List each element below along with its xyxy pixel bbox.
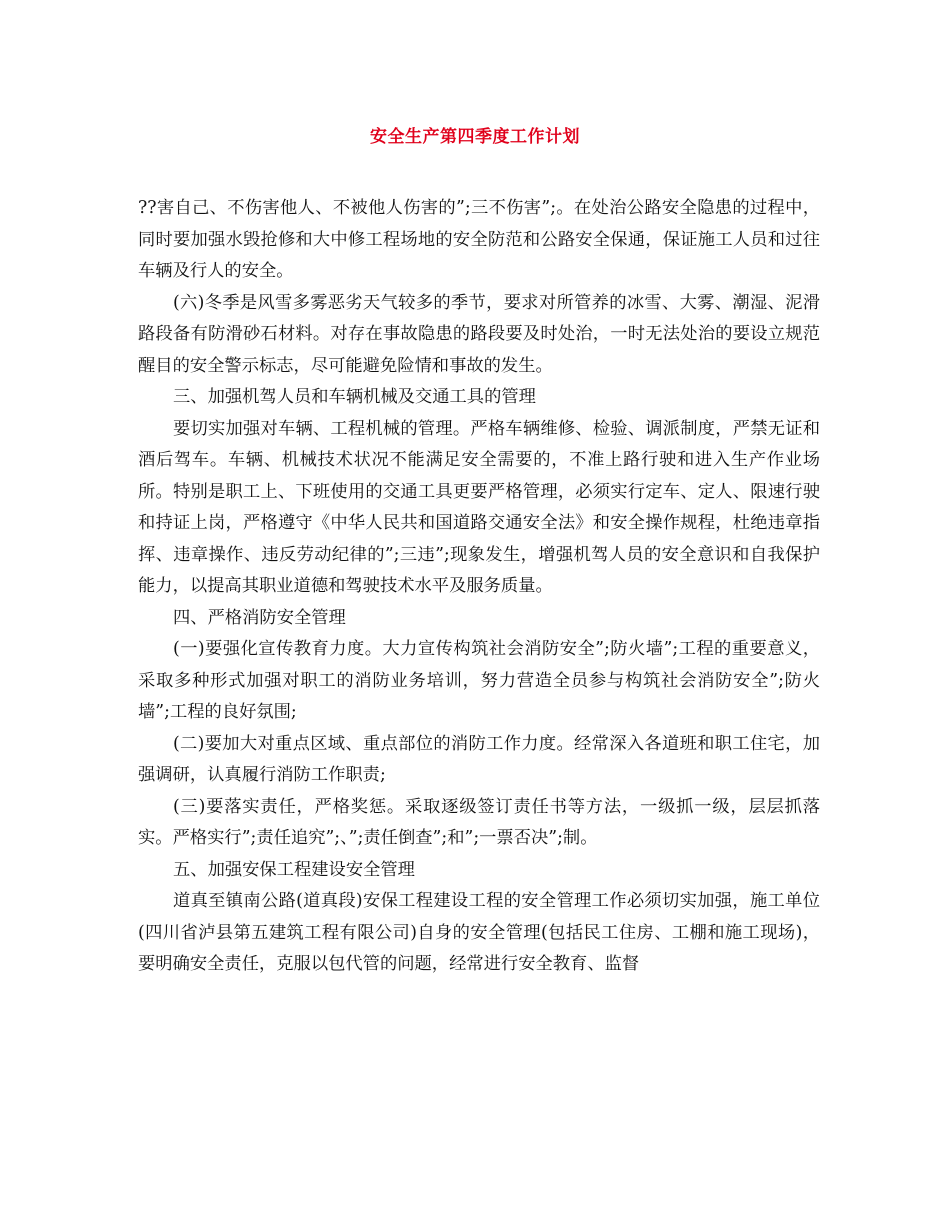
paragraph: 要切实加强对车辆、工程机械的管理。严格车辆维修、检验、调派制度，严禁无证和酒后驾车。车辆、机械技术状况不能满足安全需要的，不准上路行驶和进入生产作业场所。特别是职工上、下班使用的交通工具更要严格管理，必须实行定车、定人、限速行驶和持证上岗，严格遵守《中华人民共和国道路交通安全法》和安全操作规程，杜绝违章指挥、违章操作、违反劳动纪律的”;三违”;现象发生，增强机驾人员的安全意识和自我保护能力，以提高其职业道德和驾驶技术水平及服务质量。 bbox=[138, 418, 820, 596]
paragraph: (三)要落实责任，严格奖惩。采取逐级签订责任书等方法，一级抓一级，层层抓落实。严格实行”;责任追究”;、”;责任倒查”;和”;一票否决”;制。 bbox=[138, 796, 820, 848]
paragraph: ??害自己、不伤害他人、不被他人伤害的”;三不伤害”;。在处治公路安全隐患的过程中，同时要加强水毁抢修和大中修工程场地的安全防范和公路安全保通，保证施工人员和过往车辆及行人的安全。 bbox=[138, 198, 820, 281]
paragraph: (二)要加大对重点区域、重点部位的消防工作力度。经常深入各道班和职工住宅，加强调研，认真履行消防工作职责; bbox=[138, 733, 820, 785]
paragraph: (六)冬季是风雪多雾恶劣天气较多的季节，要求对所管养的冰雪、大雾、潮湿、泥滑路段备有防滑砂石材料。对存在事故隐患的路段要及时处治，一时无法处治的要设立规范醒目的安全警示标志，尽可能避免险情和事故的发生。 bbox=[138, 292, 820, 376]
paragraph: 四、严格消防安全管理 bbox=[173, 607, 346, 628]
paragraph: 道真至镇南公路(道真段)安保工程建设工程的安全管理工作必须切实加强，施工单位(四川省泸县第五建筑工程有限公司)自身的安全管理(包括民工住房、工棚和施工现场)，要明确安全责任，克服以包代管的问题，经常进行安全教育、监督 bbox=[138, 891, 820, 974]
paragraph: 五、加强安保工程建设安全管理 bbox=[173, 859, 415, 880]
document-body bbox=[138, 193, 820, 981]
paragraph: 三、加强机驾人员和车辆机械及交通工具的管理 bbox=[173, 387, 536, 407]
document-title: 安全生产第四季度工作计划 bbox=[370, 127, 580, 147]
paragraph: (一)要强化宣传教育力度。大力宣传构筑社会消防安全”;防火墙”;工程的重要意义，采取多种形式加强对职工的消防业务培训，努力营造全员参与构筑社会消防安全”;防火墙”;工程的良好氛围; bbox=[138, 639, 820, 722]
